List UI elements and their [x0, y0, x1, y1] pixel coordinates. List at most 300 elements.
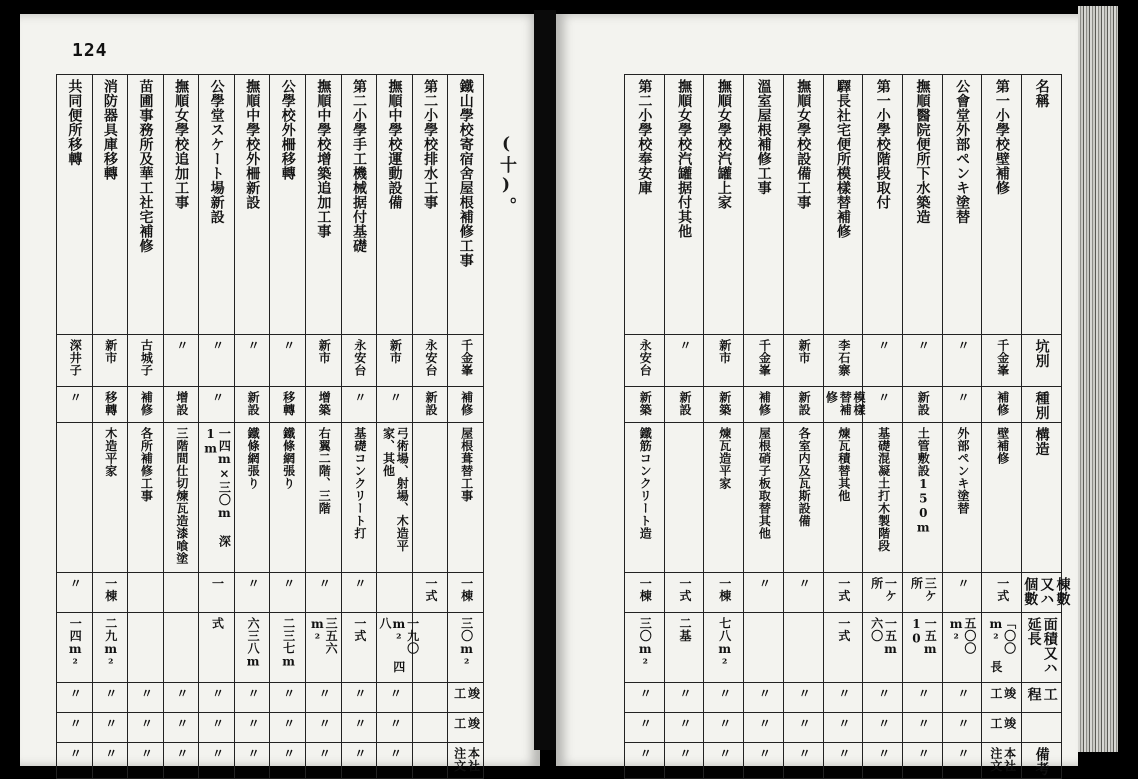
right-name-text: 第一小學校階段取付	[874, 79, 891, 210]
right-row-order	[625, 743, 1062, 779]
left-order-text: 〃	[317, 747, 332, 760]
right-note1-text: 〃	[717, 687, 732, 700]
left-cell	[92, 713, 128, 743]
right-cell	[783, 573, 823, 613]
left-cell	[163, 335, 199, 387]
right-order-text: 〃	[836, 747, 851, 760]
left-cell	[234, 335, 270, 387]
left-cell	[199, 335, 235, 387]
left-area-text: 二九m²	[103, 617, 118, 671]
left-name-text: 共同便所移轉	[66, 79, 83, 166]
left-cell	[306, 683, 342, 713]
left-name-text: 消防器具庫移轉	[101, 79, 118, 181]
left-cell	[57, 743, 93, 779]
left-note2-text: 〃	[317, 717, 332, 730]
right-cell	[783, 75, 823, 335]
left-cell	[128, 743, 164, 779]
right-cell	[704, 573, 744, 613]
left-cell	[412, 423, 448, 573]
right-cls-text: 新築	[638, 391, 653, 416]
right-kind-text: 千金峯	[995, 339, 1010, 377]
left-struct-text: 基礎コンクリート打	[352, 427, 367, 540]
left-cell	[341, 335, 377, 387]
right-cell	[664, 613, 704, 683]
left-name-text: 撫順中學校增築追加工事	[315, 79, 332, 239]
left-order-text: 〃	[68, 747, 83, 760]
left-cell	[341, 713, 377, 743]
left-area-text: 二三七m	[281, 617, 296, 669]
right-note1-text: 〃	[836, 687, 851, 700]
right-note2-text: 〃	[677, 717, 692, 730]
right-cell	[744, 713, 784, 743]
left-note2-text: 〃	[103, 717, 118, 730]
right-size-text: 一棟	[638, 577, 653, 602]
left-area-text: 式	[210, 617, 225, 630]
left-kind-text: 深井子	[68, 339, 83, 377]
left-cell	[128, 387, 164, 423]
right-cell	[982, 75, 1022, 335]
left-note1-text: 〃	[352, 687, 367, 700]
left-cell	[377, 387, 413, 423]
right-ledger-table	[624, 74, 1071, 779]
right-name-text: 撫順醫院便所下水築造	[914, 79, 931, 224]
left-size-text: 〃	[281, 577, 296, 590]
left-cell	[57, 613, 93, 683]
left-cell	[199, 573, 235, 613]
left-cls-text: 移轉	[103, 391, 118, 416]
left-cell	[128, 75, 164, 335]
left-note1-text: 〃	[174, 687, 189, 700]
right-row-struct	[625, 423, 1062, 573]
left-cell	[234, 387, 270, 423]
left-order-text: 〃	[174, 747, 189, 760]
left-struct-text: 一四m×三〇m 深1m	[203, 427, 232, 548]
left-cell	[341, 613, 377, 683]
right-struct-text: 各室内及瓦斯設備	[797, 427, 812, 527]
right-cell	[942, 335, 982, 387]
right-cell	[903, 713, 943, 743]
left-order-text: 〃	[246, 747, 261, 760]
right-cell	[664, 743, 704, 779]
left-row-kind	[57, 335, 484, 387]
page-fore-edge	[1078, 6, 1118, 752]
left-cell	[92, 573, 128, 613]
right-note2-text: 竣工	[988, 717, 1017, 730]
left-cell	[448, 423, 484, 573]
left-order-text: 〃	[352, 747, 367, 760]
right-size-text: 〃	[956, 577, 970, 590]
left-order-text: 本社注文	[452, 747, 481, 772]
right-cell	[625, 573, 665, 613]
right-note2-text: 〃	[797, 717, 812, 730]
right-cell	[664, 387, 704, 423]
left-cell	[128, 573, 164, 613]
right-note1-text: 〃	[638, 687, 653, 700]
right-order-text: 〃	[797, 747, 812, 760]
left-cell	[92, 613, 128, 683]
right-cell	[625, 335, 665, 387]
right-note1-text: 〃	[757, 687, 772, 700]
right-cell	[823, 75, 863, 335]
left-kind-text: 〃	[174, 339, 189, 352]
right-cell	[863, 335, 903, 387]
right-cell	[783, 683, 823, 713]
right-note2-text: 〃	[876, 717, 891, 730]
right-name-text: 第一小學校壁補修	[993, 79, 1010, 195]
left-size-text: 一棟	[103, 577, 118, 602]
left-note1-text: 〃	[68, 687, 83, 700]
left-cell	[128, 713, 164, 743]
right-note1-text: 〃	[916, 687, 931, 700]
left-kind-text: 新市	[103, 339, 118, 364]
left-cell	[448, 573, 484, 613]
left-note2-text: 〃	[174, 717, 189, 730]
right-cell	[942, 713, 982, 743]
right-cell	[704, 387, 744, 423]
left-note1-text: 〃	[317, 687, 332, 700]
left-cell	[306, 423, 342, 573]
right-cell	[942, 75, 982, 335]
left-kind-text: 永安台	[423, 339, 438, 377]
left-cls-text: 補修	[459, 391, 474, 416]
right-cell	[982, 743, 1022, 779]
right-kind-text: 〃	[876, 339, 891, 352]
left-cell	[270, 713, 306, 743]
left-struct-text: 木造平家	[103, 427, 118, 477]
left-cell	[128, 683, 164, 713]
right-area-text: 五〇〇m²	[949, 617, 977, 655]
left-cell	[57, 335, 93, 387]
right-cell	[863, 743, 903, 779]
right-cell	[783, 613, 823, 683]
right-header-cell	[1022, 335, 1062, 387]
right-struct-text: 壁補修	[995, 427, 1010, 465]
header-name: 名稱	[1033, 79, 1050, 108]
left-cell	[270, 387, 306, 423]
left-cell	[412, 573, 448, 613]
right-cell	[783, 387, 823, 423]
left-note1-text: 〃	[210, 687, 225, 700]
right-cell	[704, 713, 744, 743]
left-size-text: 〃	[317, 577, 332, 590]
header-kind: 坑別	[1033, 339, 1050, 368]
left-name-text: 苗圃事務所及華工社宅補修	[137, 79, 154, 253]
right-cell	[982, 423, 1022, 573]
right-name-text: 第二小學校奉安庫	[636, 79, 653, 195]
right-cls-text: 補修	[995, 391, 1010, 416]
right-size-text: 三ケ所	[909, 577, 938, 602]
left-cell	[270, 613, 306, 683]
left-name-text: 撫順中學校外柵新設	[244, 79, 261, 210]
right-cell	[744, 573, 784, 613]
left-cell	[377, 743, 413, 779]
left-cell	[270, 573, 306, 613]
right-cls-text: 模樣替補修	[824, 391, 866, 416]
right-cell	[664, 423, 704, 573]
right-kind-text: 新市	[797, 339, 812, 364]
right-cell	[664, 573, 704, 613]
left-row-struct	[57, 423, 484, 573]
left-cell	[306, 387, 342, 423]
right-kind-text: 千金峯	[757, 339, 772, 377]
left-row-note2	[57, 713, 484, 743]
right-cell	[982, 713, 1022, 743]
right-cls-text: 補修	[757, 391, 772, 416]
left-cell	[163, 613, 199, 683]
right-name-text: 撫順女學校汽罐上家	[715, 79, 732, 210]
header-struct: 構造	[1033, 427, 1050, 456]
right-cell	[982, 613, 1022, 683]
left-cell	[270, 683, 306, 713]
right-cell	[625, 75, 665, 335]
right-note1-text: 〃	[956, 687, 970, 700]
left-cell	[448, 713, 484, 743]
right-struct-text: 煉瓦積替其他	[836, 427, 851, 502]
left-note1-text: 〃	[246, 687, 261, 700]
right-cell	[903, 743, 943, 779]
left-order-text: 〃	[210, 747, 225, 760]
left-size-text: 一	[210, 577, 225, 590]
right-struct-text: 外部ペンキ塗替	[956, 427, 970, 515]
left-cls-text: 補修	[139, 391, 154, 416]
left-name-text: 第二小學校排水工事	[422, 79, 439, 210]
right-cell	[704, 743, 744, 779]
right-cell	[664, 683, 704, 713]
left-cell	[128, 335, 164, 387]
left-cell	[234, 75, 270, 335]
left-cell	[199, 613, 235, 683]
right-order-text: 〃	[677, 747, 692, 760]
left-note2-text: 竣工	[452, 717, 481, 730]
left-struct-text: 右翼二階、三階	[317, 427, 332, 515]
right-header-cell	[1022, 387, 1062, 423]
right-header-cell	[1022, 743, 1062, 779]
header-cls: 種別	[1033, 391, 1050, 420]
right-cell	[664, 75, 704, 335]
left-cell	[341, 423, 377, 573]
left-cell	[412, 713, 448, 743]
right-size-text: 一式	[836, 577, 851, 602]
right-kind-text: 永安台	[638, 339, 653, 377]
left-kind-text: 新市	[317, 339, 332, 364]
right-cell	[783, 335, 823, 387]
right-struct-text: 土管敷設150m	[916, 427, 931, 535]
left-struct-text: 鐵條網張り	[281, 427, 296, 490]
left-cell	[377, 75, 413, 335]
left-cell	[57, 713, 93, 743]
left-cell	[448, 683, 484, 713]
left-cell	[448, 613, 484, 683]
left-name-text: 鐵山學校寄宿舍屋根補修工事	[457, 79, 474, 268]
right-cell	[863, 423, 903, 573]
left-cell	[199, 713, 235, 743]
right-header-cell	[1022, 423, 1062, 573]
right-cell	[903, 683, 943, 713]
left-cell	[234, 613, 270, 683]
right-cell	[823, 573, 863, 613]
left-row-cls	[57, 387, 484, 423]
left-cell	[92, 423, 128, 573]
right-cell	[823, 613, 863, 683]
right-cell	[625, 683, 665, 713]
right-cell	[783, 423, 823, 573]
left-cls-text: 新設	[423, 391, 438, 416]
right-cell	[744, 613, 784, 683]
right-size-text: 〃	[757, 577, 772, 590]
left-kind-text: 〃	[210, 339, 225, 352]
right-cell	[625, 713, 665, 743]
right-row-size	[625, 573, 1062, 613]
left-note1-text: 竣工	[452, 687, 481, 700]
left-cls-text: 〃	[352, 391, 367, 404]
right-cell	[903, 613, 943, 683]
left-cls-text: 〃	[210, 391, 225, 404]
right-cell	[744, 335, 784, 387]
left-cell	[377, 423, 413, 573]
right-note1-text: 〃	[876, 687, 891, 700]
page-number: 124	[72, 40, 108, 61]
left-cell	[92, 387, 128, 423]
right-area-text: 一五m 六〇	[869, 617, 898, 657]
left-kind-text: 新市	[388, 339, 403, 364]
right-header-cell	[1022, 573, 1071, 613]
left-cell	[163, 573, 199, 613]
left-cls-text: 〃	[68, 391, 83, 404]
left-cell	[270, 743, 306, 779]
header-area: 面積又ハ延長	[1025, 617, 1058, 675]
right-struct-text: 基礎混凝土打木製階段	[876, 427, 891, 552]
left-cell	[448, 387, 484, 423]
left-cell	[199, 683, 235, 713]
left-note1-text: 〃	[388, 687, 403, 700]
left-note2-text: 〃	[68, 717, 83, 730]
left-name-text: 公學堂スケート場新設	[208, 79, 225, 224]
left-cell	[234, 713, 270, 743]
left-cell	[199, 387, 235, 423]
left-cls-text: 增設	[174, 391, 189, 416]
right-kind-text: 李石寨	[836, 339, 851, 377]
right-row-name	[625, 75, 1062, 335]
right-name-text: 撫順女學校汽罐据付其他	[676, 79, 693, 239]
left-kind-text: 古城子	[139, 339, 154, 377]
left-order-text: 〃	[139, 747, 154, 760]
left-cell	[163, 75, 199, 335]
left-row-area	[57, 613, 484, 683]
right-cell	[823, 713, 863, 743]
left-cell	[377, 573, 413, 613]
right-order-text: 〃	[876, 747, 891, 760]
right-cell	[704, 335, 744, 387]
right-name-text: 撫順女學校設備工事	[795, 79, 812, 210]
left-area-text: 三五六m²	[310, 617, 339, 655]
right-cell	[625, 423, 665, 573]
right-cell	[863, 75, 903, 335]
left-kind-text: 〃	[281, 339, 296, 352]
right-cell	[903, 423, 943, 573]
right-cell	[744, 75, 784, 335]
left-cell	[412, 387, 448, 423]
right-cell	[942, 683, 982, 713]
right-cls-text: 新設	[797, 391, 812, 416]
left-page	[20, 14, 540, 772]
right-cell	[704, 683, 744, 713]
left-cell	[128, 613, 164, 683]
right-struct-text: 鐵筋コンクリート造	[638, 427, 653, 540]
left-area-text: 一九〇m² 四八	[378, 617, 420, 673]
left-order-text: 〃	[103, 747, 118, 760]
left-kind-text: 〃	[246, 339, 261, 352]
right-cell	[903, 387, 943, 423]
right-cell	[823, 335, 863, 387]
left-cell	[234, 423, 270, 573]
left-cell	[341, 683, 377, 713]
left-cell	[199, 423, 235, 573]
left-struct-text: 各所補修工事	[139, 427, 154, 502]
right-page	[556, 14, 1078, 776]
left-cls-text: 增築	[317, 391, 332, 416]
left-cls-text: 〃	[388, 391, 403, 404]
left-kind-text: 千金峯	[459, 339, 474, 377]
left-cell	[306, 573, 342, 613]
right-note2-text: 〃	[757, 717, 772, 730]
left-area-text: 一四m²	[68, 617, 83, 671]
right-row-note2	[625, 713, 1062, 743]
right-cell	[823, 387, 866, 423]
right-cell	[942, 573, 982, 613]
left-note2-text: 〃	[210, 717, 225, 730]
right-area-text: 三〇m²	[638, 617, 653, 671]
left-cell	[234, 743, 270, 779]
right-struct-text: 屋根硝子板取替其他	[757, 427, 772, 540]
right-cell	[982, 573, 1022, 613]
right-cell	[863, 573, 903, 613]
left-size-text: 〃	[246, 577, 261, 590]
left-cell	[270, 335, 306, 387]
left-cell	[341, 75, 377, 335]
left-cell	[377, 683, 413, 713]
left-note2-text: 〃	[388, 717, 403, 730]
left-name-text: 第二小學手工機械据付基礎	[350, 79, 367, 253]
right-cell	[664, 713, 704, 743]
left-cell	[341, 387, 377, 423]
left-cls-text: 移轉	[281, 391, 296, 416]
right-cell	[744, 423, 784, 573]
right-cell	[903, 573, 943, 613]
right-order-text: 〃	[956, 747, 970, 760]
right-header-cell	[1022, 713, 1062, 743]
header-order: 備考	[1033, 747, 1050, 776]
left-note2-text: 〃	[281, 717, 296, 730]
left-cell	[377, 713, 413, 743]
right-note2-text: 〃	[717, 717, 732, 730]
left-cell	[234, 683, 270, 713]
left-cell	[270, 75, 306, 335]
right-cell	[942, 743, 982, 779]
right-name-text: 公會堂外部ペンキ塗替	[954, 79, 971, 224]
right-cell	[903, 75, 943, 335]
right-area-text: 二基	[677, 617, 692, 642]
left-cell	[448, 75, 484, 335]
right-header-cell	[1022, 75, 1062, 335]
left-note1-text: 〃	[139, 687, 154, 700]
right-cell	[625, 387, 665, 423]
left-cell	[57, 573, 93, 613]
left-name-text: 撫順中學校運動設備	[386, 79, 403, 210]
right-cls-text: 新築	[717, 391, 732, 416]
left-cell	[306, 335, 342, 387]
right-order-text: 〃	[717, 747, 732, 760]
left-note1-text: 〃	[103, 687, 118, 700]
